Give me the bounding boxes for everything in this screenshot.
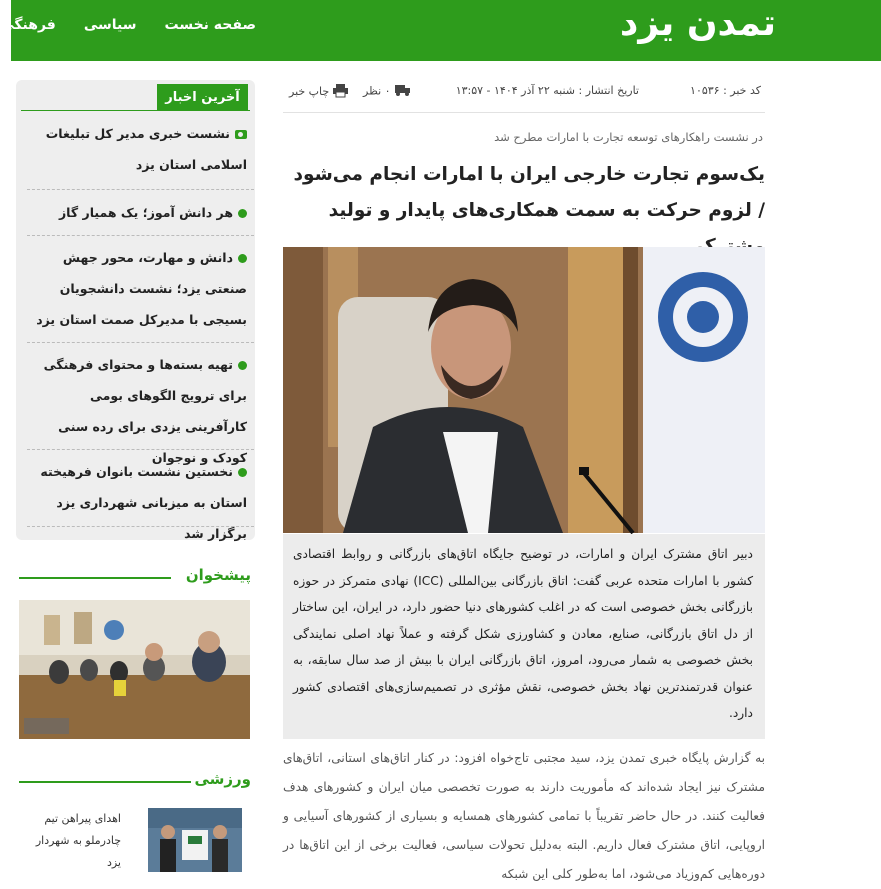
divider xyxy=(27,235,254,236)
article-summary: دبیر اتاق مشترک ایران و امارات، در توضیح جایگاه اتاق‌های بازرگانی و روابط اقتصادی کشور با امارات متحده عربی گفت: اتاق بازرگانی بین‌المللی (ICC) نهادی متمرکز در حوزه بازرگانی بخش خصوصی است که در اغلب کشورهای دنیا حضور دارد، در ایران، این ساختار از دل اتاق بازرگانی، صنایع، معادن و کشاورزی شکل گرفته و عملاً نهاد اصلی نمایندگی بخش خصوصی به شمار می‌رود، امروز، اتاق بازرگانی ایران با بیش از صد سال سابقه، به عنوان قدرتمندترین نهاد بخش خصوصی، نقش مؤثری در تصمیم‌سازی‌های اقتصادی کشور دارد. xyxy=(283,534,765,739)
nav-politics[interactable]: سیاسی xyxy=(83,17,137,33)
latest-item-text[interactable]: هر دانش آموز؛ یک همیار گاز xyxy=(58,205,233,220)
sports-rule xyxy=(19,781,191,783)
latest-news-title: آخرین اخبار xyxy=(157,84,248,111)
camera-icon xyxy=(235,130,247,139)
nav-culture[interactable]: فرهنگی xyxy=(0,17,56,33)
dot-icon xyxy=(238,254,247,263)
sports-heading xyxy=(19,770,251,794)
pishkhan-rule xyxy=(19,577,171,579)
article-image xyxy=(283,247,765,533)
pishkhan-photo[interactable] xyxy=(19,600,250,739)
latest-item[interactable] xyxy=(25,242,247,335)
dot-icon xyxy=(238,468,247,477)
latest-item[interactable] xyxy=(25,197,247,228)
latest-news-box xyxy=(16,80,255,540)
top-header xyxy=(0,0,881,61)
divider xyxy=(27,342,254,343)
pishkhan-title: پیشخوان xyxy=(185,566,251,584)
article-meta xyxy=(283,80,765,104)
truck-icon xyxy=(395,84,411,99)
latest-title-rule xyxy=(21,110,250,111)
sports-title: ورزشی xyxy=(194,770,251,788)
latest-item[interactable] xyxy=(25,349,247,473)
main-nav xyxy=(0,17,256,33)
sports-item-text[interactable]: اهدای پیراهن تیم چادرملو به شهردار یزد xyxy=(35,812,121,869)
divider xyxy=(27,449,254,450)
sports-thumbnail[interactable] xyxy=(148,808,242,872)
nav-home[interactable]: صفحه نخست xyxy=(164,17,256,33)
jersey-photo xyxy=(148,808,242,872)
latest-item-text[interactable]: نخستین نشست بانوان فرهیخته استان به میزبانی شهرداری یزد برگزار شد xyxy=(40,464,247,541)
publish-date: تاریخ انتشار : شنبه ۲۲ آذر ۱۴۰۴ - ۱۳:۵۷ xyxy=(455,84,639,97)
divider xyxy=(27,526,254,527)
pishkhan-heading xyxy=(19,566,251,590)
latest-item[interactable] xyxy=(25,118,247,180)
latest-item[interactable] xyxy=(25,456,247,549)
comments-count: ۰ نظر xyxy=(363,84,391,98)
meta-divider xyxy=(283,112,765,113)
latest-item-text[interactable]: دانش و مهارت، محور جهش صنعتی یزد؛ نشست دانشجویان بسیجی با مدیرکل صمت استان یزد xyxy=(36,250,247,327)
dot-icon xyxy=(238,209,247,218)
print-label[interactable]: چاپ خبر xyxy=(289,85,330,98)
news-code: کد خبر : ۱۰۵۳۶ xyxy=(690,84,761,97)
article-headline: یک‌سوم تجارت خارجی ایران با امارات انجام می‌شود / لزوم حرکت به سمت همکاری‌های پایدار و تولید xyxy=(293,164,765,221)
article-lead-over: در نشست راهکارهای توسعه تجارت با امارات مطرح شد xyxy=(494,130,763,144)
article-body: به گزارش پایگاه خبری تمدن یزد، سید مجتبی تاج‌خواه افزود: در کنار اتاق‌های استانی، اتاق‌های مشترک نیز ایجاد شده‌اند که مأموریت دارند به صورت تخصصی میان ایران و کشورهای هدف فعالیت کنند. در حال حاضر تقریباً با تمامی کشورهای همسایه و بسیاری از کشورهای آسیایی و اروپایی، اتاق مشترک فعال داریم. البته به‌دلیل تحولات سیاسی، فعالیت برخی از این اتاق‌ها در دوره‌هایی کم‌وزیاد می‌شود، اما به‌طور کلی این شبکه xyxy=(283,751,765,881)
speaker-photo xyxy=(283,247,765,533)
latest-item-text[interactable]: نشست خبری مدیر کل تبلیغات اسلامی استان یزد xyxy=(45,126,247,172)
site-logo[interactable]: تمدن یزد xyxy=(619,3,776,44)
meeting-photo xyxy=(19,600,250,739)
latest-item-text[interactable]: تهیه بسته‌ها و محتوای فرهنگی برای ترویج الگوهای بومی کارآفرینی یزدی برای رده سنی کودک و نوجوان xyxy=(43,357,247,465)
divider xyxy=(27,189,254,190)
comments-link[interactable] xyxy=(363,84,411,99)
print-button[interactable] xyxy=(289,84,348,100)
sports-item[interactable] xyxy=(19,808,251,872)
printer-icon xyxy=(333,84,348,100)
dot-icon xyxy=(238,361,247,370)
